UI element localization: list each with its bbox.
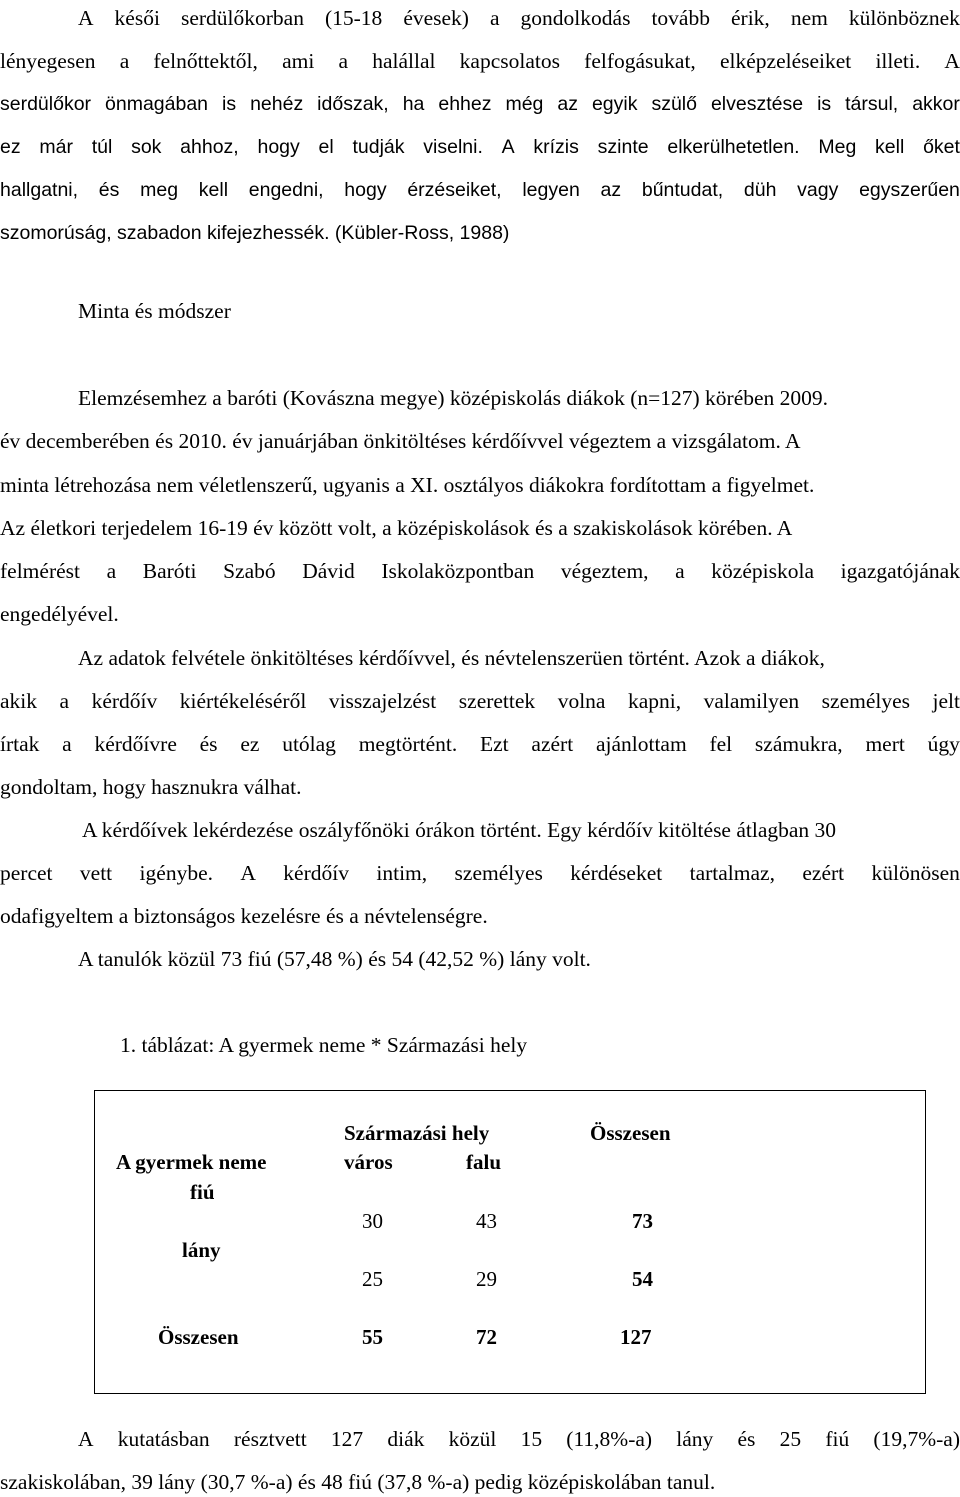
word: hallgatni,	[0, 179, 79, 201]
word: írtak	[0, 732, 40, 756]
intro-lines-line	[78, 3, 960, 33]
word: elképzeléseiket	[719, 49, 852, 73]
word: különösen	[871, 861, 960, 885]
method-lines-line	[0, 858, 960, 888]
word: önmagában	[105, 93, 209, 115]
table-cell-girl-total: 54	[632, 1267, 653, 1291]
word: közül	[448, 1427, 497, 1451]
word: ahhoz,	[180, 136, 239, 158]
word: tovább	[651, 6, 710, 30]
word: serdülőkor	[0, 93, 92, 115]
intro-lines-line	[0, 89, 960, 119]
word: Ezt	[479, 732, 509, 756]
word: kérdőív	[283, 861, 349, 885]
table-header-total: Összesen	[590, 1121, 671, 1145]
word: kérdőív	[91, 689, 158, 713]
table-cell-boy-village: 43	[476, 1209, 497, 1233]
word: elkerülhetetlen.	[667, 136, 800, 158]
word: fel	[709, 732, 733, 756]
table-cell-girl-city: 25	[362, 1267, 383, 1291]
word: mert	[865, 732, 905, 756]
word: sok	[131, 136, 162, 158]
method-lines-line: odafigyeltem a biztonságos kezelésre és a névtelenségre.	[0, 904, 488, 928]
word: Dávid	[302, 559, 355, 583]
section-heading: Minta és módszer	[78, 299, 231, 323]
word: volna	[557, 689, 606, 713]
word: számukra,	[754, 732, 843, 756]
word: igénybe.	[139, 861, 213, 885]
intro-lines-line	[0, 132, 960, 162]
word: (15-18	[324, 6, 383, 30]
word: végeztem,	[560, 559, 649, 583]
word: úgy	[927, 732, 960, 756]
word: azért	[531, 732, 574, 756]
word: utólag	[282, 732, 336, 756]
word: el	[318, 136, 334, 158]
word: szülő	[651, 93, 697, 115]
word: halállal	[372, 49, 436, 73]
word: kapni,	[627, 689, 682, 713]
word: évesek)	[403, 6, 469, 30]
word: visszajelzést	[328, 689, 437, 713]
word: intim,	[376, 861, 428, 885]
table-total-label: Összesen	[158, 1325, 239, 1349]
word: ezért	[802, 861, 845, 885]
word: kérdőívre	[94, 732, 177, 756]
word: 25	[779, 1427, 802, 1451]
method-lines-line: Az adatok felvétele önkitöltéses kérdőívvel, és névtelenszerüen történt. Azok a diákok,	[78, 646, 825, 670]
method-lines-line	[0, 729, 960, 759]
word: egyszerűen	[859, 179, 960, 201]
word: résztvett	[233, 1427, 307, 1451]
word: személyes	[821, 689, 911, 713]
word: felnőttektől,	[153, 49, 258, 73]
table-total-city: 55	[362, 1325, 383, 1349]
closing-lines-line	[78, 1424, 960, 1454]
word: kérdéseket	[570, 861, 663, 885]
word: kiértékeléséről	[179, 689, 307, 713]
word: ez	[240, 732, 260, 756]
table-row-label-boy: fiú	[190, 1180, 215, 1204]
table-col-city: város	[344, 1150, 393, 1174]
word: egyik	[591, 93, 638, 115]
word: meg	[140, 179, 179, 201]
table-cell-boy-total: 73	[632, 1209, 653, 1233]
method-lines-line: A tanulók közül 73 fiú (57,48 %) és 54 (42,52 %) lány volt.	[78, 947, 591, 971]
method-lines-line: A kérdőívek lekérdezése oszályfőnöki órákon történt. Egy kérdőív kitöltése átlagban 30	[82, 818, 837, 842]
word: jelt	[932, 689, 960, 713]
word: is	[222, 93, 237, 115]
intro-lines-line: szomorúság, szabadon kifejezhessék. (Kübler-Ross, 1988)	[0, 222, 510, 244]
method-lines-line: minta létrehozása nem véletlenszerű, ugyanis a XI. osztályos diákokra fordítottam a figyelmet.	[0, 473, 815, 497]
word: érzéseiket,	[407, 179, 502, 201]
word: hogy	[257, 136, 300, 158]
word: engedni,	[248, 179, 324, 201]
word: düh	[743, 179, 777, 201]
word: ha	[402, 93, 425, 115]
method-lines-line: év decemberében és 2010. év januárjában önkitöltéses kérdőívvel végeztem a vizsgálatom. A	[0, 429, 801, 453]
word: ajánlottam	[595, 732, 687, 756]
table-header-origin: Származási hely	[344, 1121, 490, 1145]
word: túl	[91, 136, 113, 158]
word: akik	[0, 689, 38, 713]
word: 127	[330, 1427, 364, 1451]
intro-lines-line	[0, 175, 960, 205]
word: felfogásukat,	[584, 49, 696, 73]
word: kell	[875, 136, 905, 158]
word: Baróti	[142, 559, 197, 583]
word: őket	[923, 136, 960, 158]
word: az	[557, 93, 578, 115]
word: felmérést	[0, 559, 80, 583]
word: diák	[387, 1427, 425, 1451]
table-cell-boy-city: 30	[362, 1209, 383, 1233]
word: és	[737, 1427, 756, 1451]
method-lines-line: gondoltam, hogy hasznukra válhat.	[0, 775, 302, 799]
word: vagy	[797, 179, 839, 201]
word: ez	[0, 136, 21, 158]
table-row-label-girl: lány	[182, 1238, 221, 1262]
word: és	[199, 732, 218, 756]
word: (11,8%-a)	[566, 1427, 653, 1451]
table-caption: 1. táblázat: A gyermek neme * Származási hely	[120, 1033, 528, 1057]
word: A	[944, 49, 960, 73]
method-lines-line: Az életkori terjedelem 16-19 év között volt, a középiskolások és a szakiskolások körében. A	[0, 516, 793, 540]
word: nehéz	[250, 93, 304, 115]
word: krízis	[533, 136, 579, 158]
word: igazgatójának	[840, 559, 960, 583]
word: serdülőkorban	[180, 6, 304, 30]
word: vett	[79, 861, 113, 885]
word: a	[106, 559, 117, 583]
word: kell	[198, 179, 229, 201]
word: megtörtént.	[358, 732, 458, 756]
word: a	[338, 49, 349, 73]
word: a	[119, 49, 130, 73]
word: a	[62, 732, 72, 756]
closing-lines-line: szakiskolában, 39 lány (30,7 %-a) és 48 fiú (37,8 %-a) pedig középiskolában tanul.	[0, 1470, 716, 1494]
word: kapcsolatos	[459, 49, 560, 73]
word: időszak,	[317, 93, 389, 115]
word: (19,7%-a)	[873, 1427, 960, 1451]
table-row-header: A gyermek neme	[116, 1150, 267, 1174]
word: illeti.	[875, 49, 921, 73]
word: tartalmaz,	[689, 861, 775, 885]
word: 15	[520, 1427, 543, 1451]
method-lines-line: Elemzésemhez a baróti (Kovászna megye) középiskolás diákok (n=127) körében 2009.	[78, 386, 829, 410]
table-cell-girl-village: 29	[476, 1267, 497, 1291]
word: nem	[790, 6, 828, 30]
word: akkor	[912, 93, 960, 115]
word: percet	[0, 861, 53, 885]
word: Szabó	[223, 559, 276, 583]
word: viselni.	[423, 136, 483, 158]
word: kutatásban	[117, 1427, 210, 1451]
word: A	[240, 861, 256, 885]
word: A	[78, 1427, 94, 1451]
word: a	[59, 689, 70, 713]
word: fiú	[825, 1427, 850, 1451]
word: érik,	[731, 6, 770, 30]
word: késői	[114, 6, 160, 30]
word: A	[78, 6, 94, 30]
word: társul,	[845, 93, 899, 115]
word: ehhez	[438, 93, 492, 115]
table-total-sum: 127	[620, 1325, 652, 1349]
word: Iskolaközpontban	[381, 559, 535, 583]
word: ami	[282, 49, 315, 73]
word: valamilyen	[703, 689, 800, 713]
word: szerettek	[458, 689, 536, 713]
intro-lines-line	[0, 46, 960, 76]
word: személyes	[454, 861, 543, 885]
word: a	[675, 559, 685, 583]
word: hogy	[344, 179, 387, 201]
word: lány	[676, 1427, 714, 1451]
method-lines-line	[0, 556, 960, 586]
table-total-village: 72	[476, 1325, 497, 1349]
word: legyen	[522, 179, 580, 201]
word: gondolkodás	[520, 6, 631, 30]
word: középiskola	[711, 559, 814, 583]
word: Meg	[818, 136, 857, 158]
word: A	[501, 136, 515, 158]
word: elvesztése	[710, 93, 804, 115]
table-col-village: falu	[466, 1150, 502, 1174]
word: különböznek	[848, 6, 960, 30]
method-lines-line	[0, 686, 960, 716]
word: lényegesen	[0, 49, 96, 73]
word: szinte	[597, 136, 649, 158]
word: bűntudat,	[641, 179, 724, 201]
word: és	[98, 179, 120, 201]
word: a	[489, 6, 500, 30]
word: tudják	[352, 136, 405, 158]
word: is	[817, 93, 832, 115]
method-lines-line: engedélyével.	[0, 602, 119, 626]
word: még	[505, 93, 544, 115]
word: az	[600, 179, 622, 201]
word: már	[39, 136, 73, 158]
